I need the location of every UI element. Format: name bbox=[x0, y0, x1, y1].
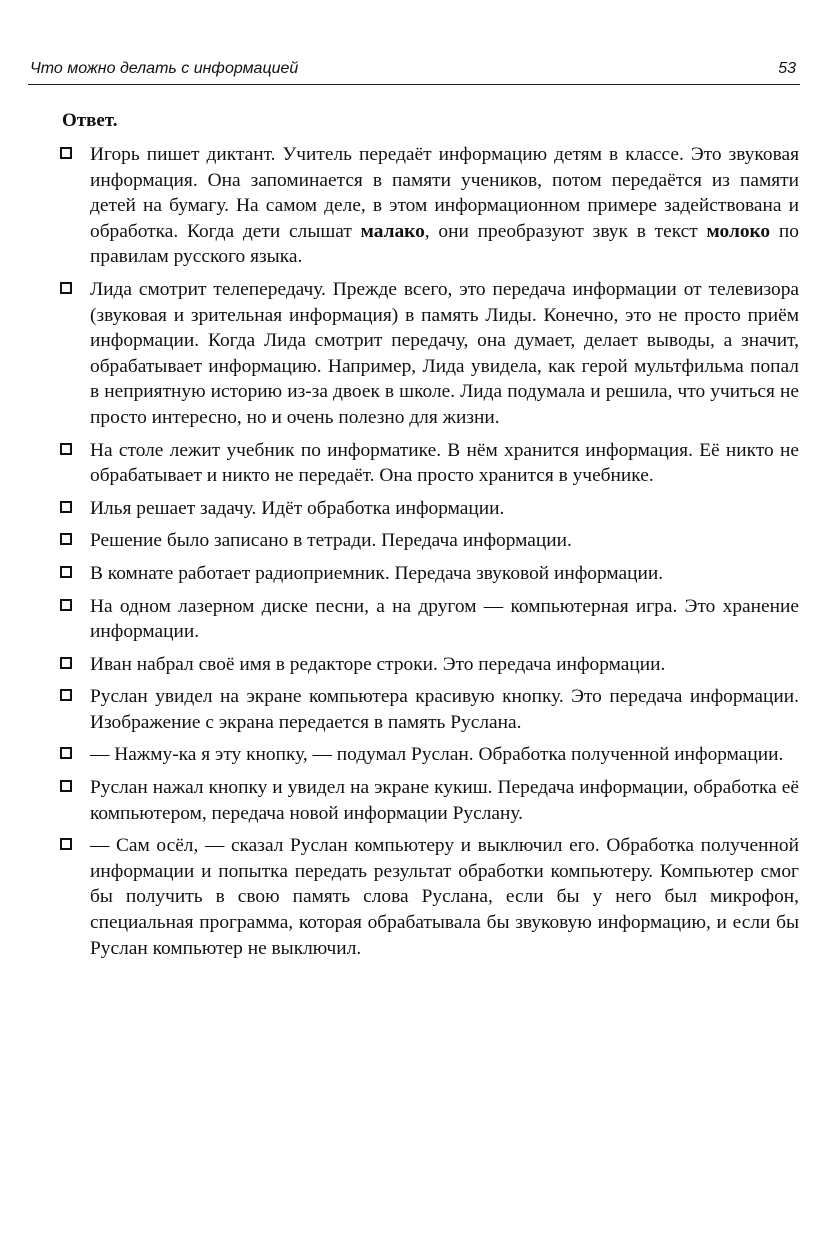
checkbox-bullet-icon bbox=[60, 147, 72, 159]
item-text: — Сам осёл, — сказал Руслан компьютеру и выключил его. Обработка полученной информации и попытка передать результат обработки компьютеру. Компьютер смог бы получить в свою память слова Руслана, если бы у него был микрофон, специальная программа, которая обрабатывала бы звуковую информацию, и если бы Руслан компьютер не выключил. bbox=[90, 835, 799, 959]
item-text: — Нажму-ка я эту кнопку, — подумал Руслан. Обработка полученной информации. bbox=[90, 744, 784, 766]
list-item bbox=[60, 684, 799, 735]
item-text: На одном лазерном диске песни, а на другом — компьютерная игра. Это хранение информации. bbox=[90, 595, 799, 643]
list-item bbox=[60, 742, 799, 768]
list-item bbox=[60, 561, 799, 587]
list-item bbox=[60, 277, 799, 431]
checkbox-bullet-icon bbox=[60, 747, 72, 759]
item-text: Иван набрал своё имя в редакторе строки. Это передача информации. bbox=[90, 653, 666, 675]
item-text: Лида смотрит телепередачу. Прежде всего, это передача информации от телевизора (звуковая и зрительная информация) в память Лиды. Конечно, это не просто приём информации. Когда Лида смотрит передачу, она думает, делает выводы, а значит, обрабатывает информацию. Например, Лида увидела, как герой мультфильма попал в неприятную историю из-за двоек в школе. Лида подумала и решила, что учиться не просто интересно, но и очень полезно для жизни. bbox=[90, 278, 799, 428]
checkbox-bullet-icon bbox=[60, 566, 72, 578]
checkbox-bullet-icon bbox=[60, 689, 72, 701]
item-text: , они преобразуют звук в текст bbox=[424, 220, 707, 242]
answer-list bbox=[60, 142, 799, 968]
list-item bbox=[60, 833, 799, 961]
item-text: В комнате работает радиоприемник. Передача звуковой информации. bbox=[90, 562, 664, 584]
page-number: 53 bbox=[778, 60, 796, 77]
item-text: по правилам русского языка. bbox=[90, 220, 799, 268]
item-text: Илья решает задачу. Идёт обработка информации. bbox=[90, 497, 505, 519]
list-item bbox=[60, 438, 799, 489]
list-item bbox=[60, 496, 799, 522]
list-item bbox=[60, 775, 799, 826]
item-text: Решение было записано в тетради. Передача информации. bbox=[90, 530, 572, 552]
checkbox-bullet-icon bbox=[60, 599, 72, 611]
checkbox-bullet-icon bbox=[60, 657, 72, 669]
checkbox-bullet-icon bbox=[60, 282, 72, 294]
item-text: Руслан увидел на экране компьютера красивую кнопку. Это передача информации. Изображение с экрана передается в память Руслана. bbox=[90, 686, 799, 733]
checkbox-bullet-icon bbox=[60, 533, 72, 545]
list-item bbox=[60, 142, 799, 270]
chapter-title: Что можно делать с информацией bbox=[30, 60, 299, 77]
list-item bbox=[60, 528, 799, 554]
bold-word: молоко bbox=[706, 220, 771, 242]
bold-word: малако bbox=[360, 220, 425, 242]
item-text: На столе лежит учебник по информатике. В нём хранится информация. Её никто не обрабатывает и никто не передаёт. Она просто хранится в учебнике. bbox=[90, 439, 799, 487]
item-text: Игорь пишет диктант. Учитель передаёт информацию детям в классе. Это звуковая информация. Она запоминается в памяти учеников, потом передаётся из памяти детей на бумагу. На самом деле, в этом информационном примере задействована и обработка. Когда дети слышат bbox=[90, 144, 799, 242]
running-header bbox=[28, 58, 800, 85]
checkbox-bullet-icon bbox=[60, 838, 72, 850]
checkbox-bullet-icon bbox=[60, 780, 72, 792]
list-item bbox=[60, 652, 799, 678]
checkbox-bullet-icon bbox=[60, 443, 72, 455]
answer-heading: Ответ. bbox=[62, 110, 118, 131]
item-text: Руслан нажал кнопку и увидел на экране кукиш. Передача информации, обработка её компьютером, передача новой информации Руслану. bbox=[90, 777, 799, 824]
checkbox-bullet-icon bbox=[60, 501, 72, 513]
list-item bbox=[60, 594, 799, 645]
